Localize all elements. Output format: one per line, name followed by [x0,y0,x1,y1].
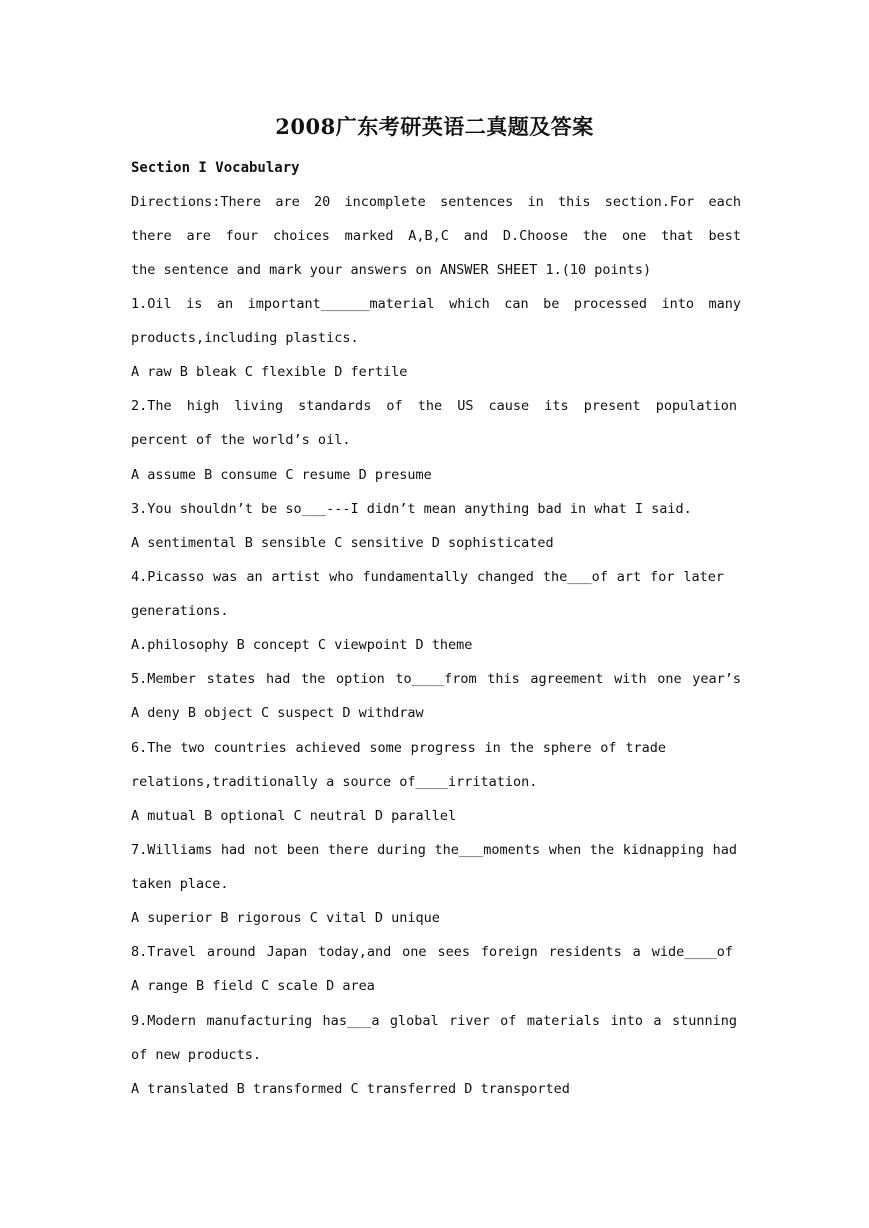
question-stem: 4.Picasso was an artist who fundamentally changed the___of art for later [131,569,724,585]
question-choices: A mutual B optional C neutral D parallel [131,808,457,824]
question-stem: 6.The two countries achieved some progress in the sphere of trade [131,740,666,756]
section-heading: Section I Vocabulary [131,160,300,176]
question-stem: 7.Williams had not been there during the___moments when the kidnapping had [131,842,737,858]
question-choices: A assume B consume C resume D presume [131,467,432,483]
question-stem: relations,traditionally a source of____irritation. [131,774,538,790]
question-stem: generations. [131,603,229,619]
directions-line: there are four choices marked A,B,C and D.Choose the one that best [131,228,741,244]
question-choices: A superior B rigorous C vital D unique [131,910,440,926]
question-choices: A deny B object C suspect D withdraw [131,705,424,721]
question-stem: 8.Travel around Japan today,and one sees foreign residents a wide____of [131,944,733,960]
question-stem: taken place. [131,876,229,892]
question-stem: of new products. [131,1047,262,1063]
question-stem: percent of the world’s oil. [131,432,351,448]
question-stem: 5.Member states had the option to____from this agreement with one year’s [131,671,741,687]
question-stem: 9.Modern manufacturing has___a global river of materials into a stunning [131,1013,737,1029]
document-title: 2008广东考研英语二真题及答案 [275,114,594,139]
question-choices: A range B field C scale D area [131,978,375,994]
question-choices: A raw B bleak C flexible D fertile [131,364,408,380]
directions-line: the sentence and mark your answers on ANSWER SHEET 1.(10 points) [131,262,652,278]
question-stem: 2.The high living standards of the US cause its present population [131,398,737,414]
question-choices: A sentimental B sensible C sensitive D sophisticated [131,535,554,551]
question-stem: products,including plastics. [131,330,359,346]
question-stem: 1.Oil is an important______material which can be processed into many [131,296,741,312]
question-choices: A.philosophy B concept C viewpoint D theme [131,637,473,653]
question-stem: 3.You shouldn’t be so___---I didn’t mean anything bad in what I said. [131,501,692,517]
directions-line: Directions:There are 20 incomplete sentences in this section.For each [131,194,741,210]
question-choices: A translated B transformed C transferred D transported [131,1081,570,1097]
